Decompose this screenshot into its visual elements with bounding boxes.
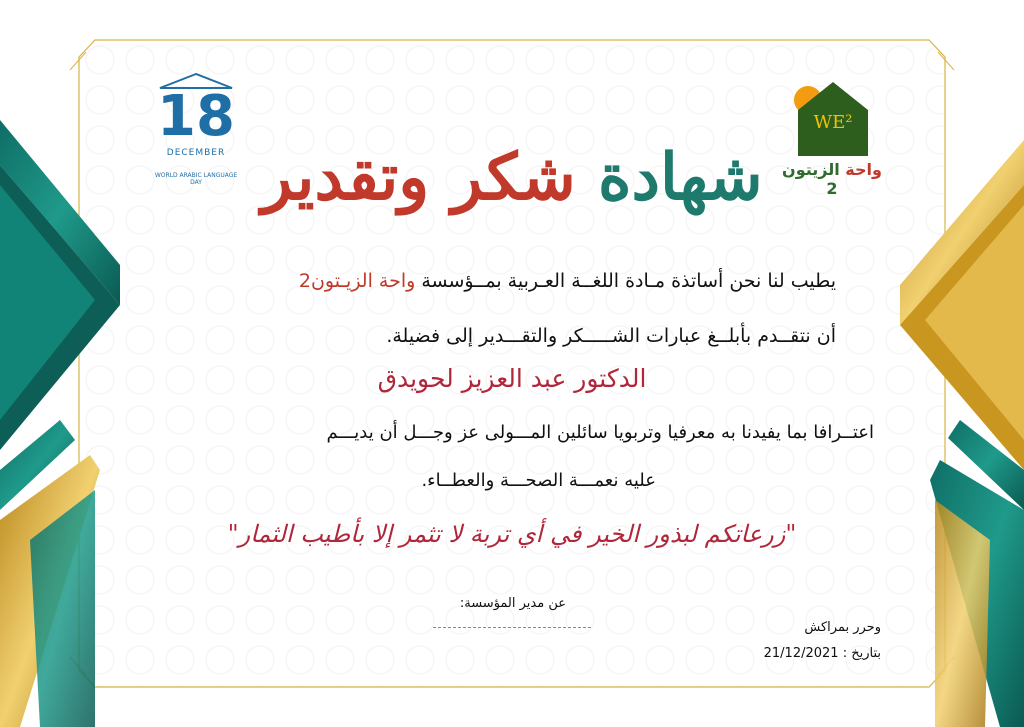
wish-line: عليه نعمـــة الصحـــة والعطــاء.	[421, 470, 656, 491]
month-label: DECEMBER	[166, 148, 226, 158]
acknowledgement-line: اعتــرافا بما يفيدنا به معرفيا وتربويا سائلين المـــولى عز وجـــل أن يديـــم	[326, 422, 874, 443]
day-number: 18	[157, 84, 235, 149]
date-label: بتاريخ : 21/12/2021	[763, 646, 881, 661]
certificate-title: شهادة شكر وتقدير	[261, 140, 763, 215]
signature-line	[433, 627, 591, 628]
thanks-line: أن نتقــدم بأبلــغ عبارات الشـــــكر والتقـــدير إلى فضيلة.	[386, 325, 836, 347]
institution-name: واحة الزيـتون2	[298, 270, 416, 292]
quote: "زرعاتكم لبذور الخير في أي تربة لا تثمر إلا بأطيب الثمار"	[227, 520, 797, 548]
honoree-name: الدكتور عبد العزيز لحويدق	[377, 364, 647, 393]
signer-label: عن مدير المؤسسة:	[459, 596, 566, 611]
intro-line: يطيب لنا نحن أساتذة مـادة اللغــة العـربية بمــؤسسة واحة الزيـتون2	[298, 270, 836, 292]
logo-name: واحة الزيتون 2	[782, 160, 882, 198]
place-label: وحرر بمراكش	[804, 620, 881, 635]
logo-caption: WORLD ARABIC LANGUAGE DAY	[154, 172, 238, 186]
logo-mark: WE²	[813, 112, 853, 133]
